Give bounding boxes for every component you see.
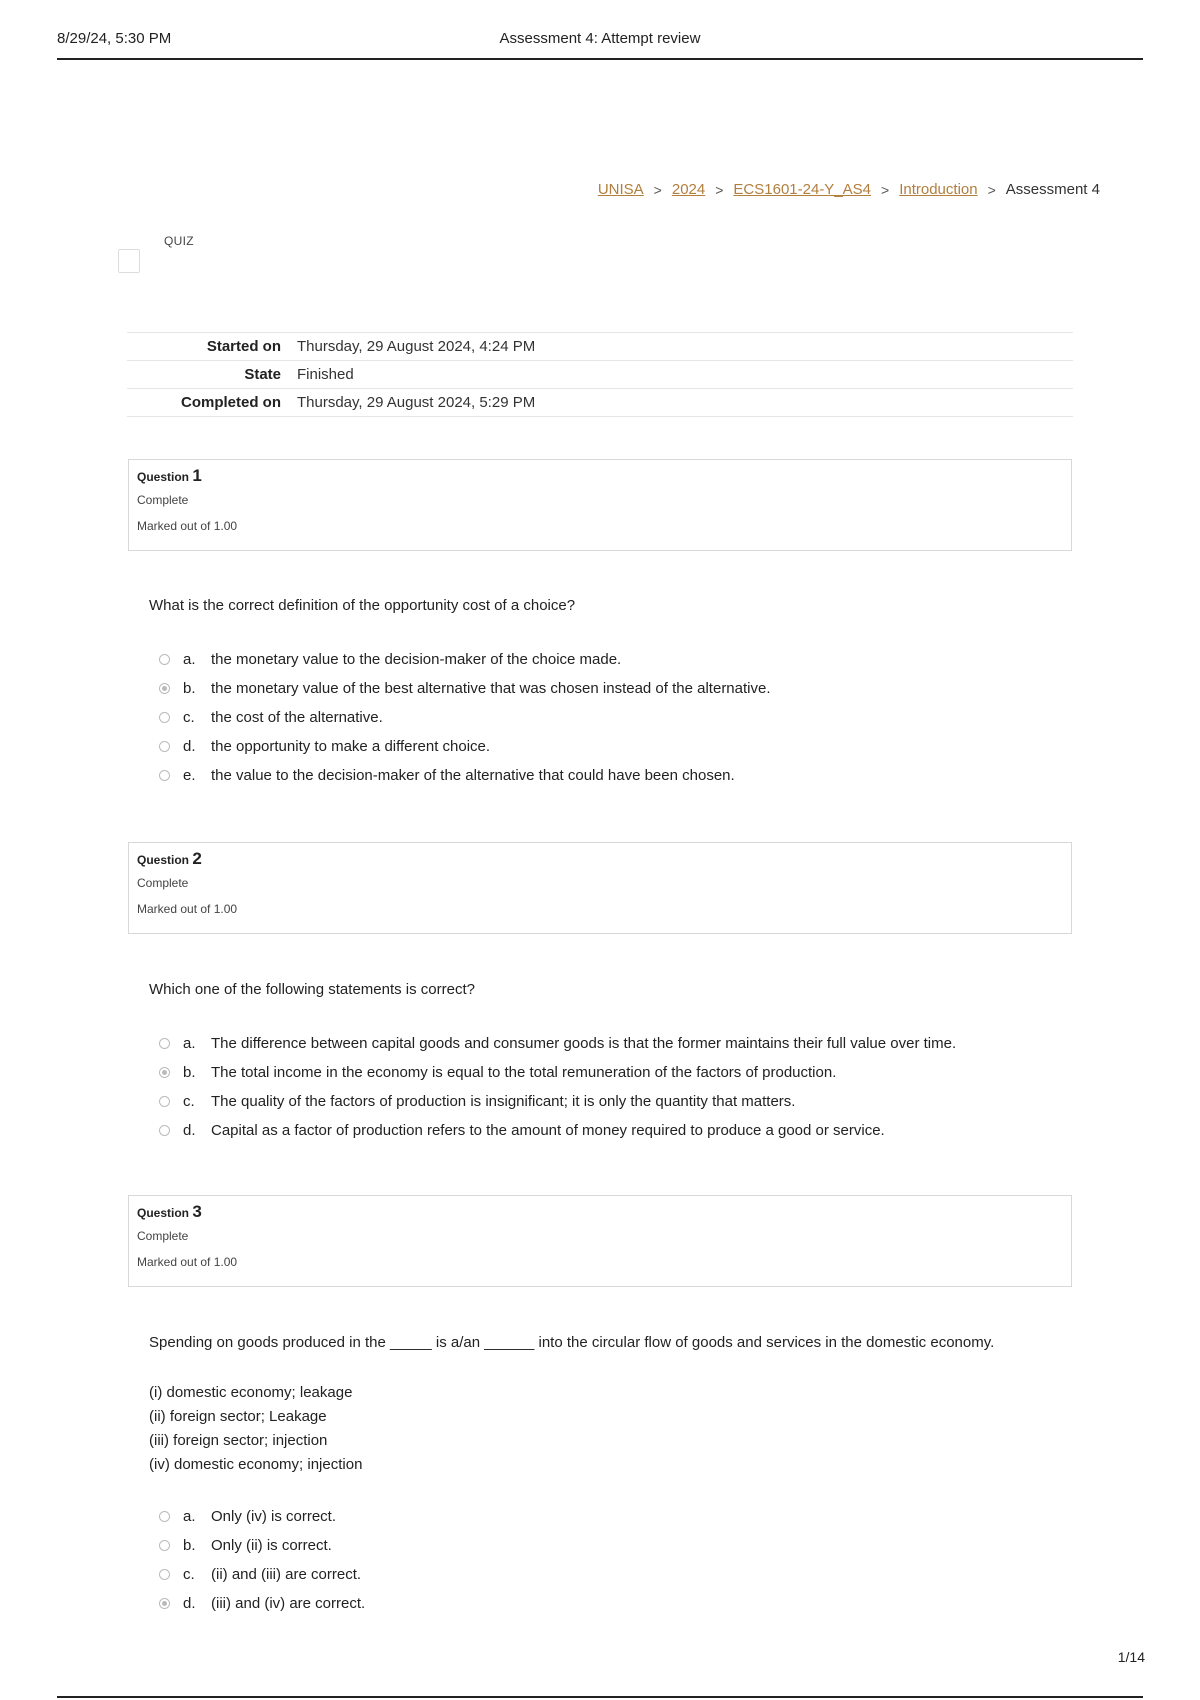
answer-option[interactable]: [159, 1589, 365, 1618]
option-letter: a.: [183, 1035, 196, 1052]
option-letter: d.: [183, 1595, 196, 1612]
print-title: Assessment 4: Attempt review: [499, 30, 701, 47]
radio-button[interactable]: [159, 1038, 170, 1049]
radio-button[interactable]: [159, 1511, 170, 1522]
summary-value: Thursday, 29 August 2024, 4:24 PM: [297, 338, 536, 355]
breadcrumb-link-course[interactable]: ECS1601-24-Y_AS4: [733, 181, 872, 198]
option-letter: b.: [183, 680, 196, 697]
question-num: 1: [192, 466, 202, 485]
radio-button[interactable]: [159, 770, 170, 781]
answer-options-1: [159, 645, 771, 790]
summary-label: Started on: [206, 338, 281, 355]
option-letter: c.: [183, 1093, 195, 1110]
chevron-right-icon: >: [715, 181, 724, 198]
breadcrumb-link-section[interactable]: Introduction: [899, 181, 978, 198]
question-info-1: [128, 459, 1072, 551]
option-text: the opportunity to make a different choice.: [211, 738, 491, 755]
option-text: Only (iv) is correct.: [211, 1508, 337, 1525]
breadcrumb-link-unisa[interactable]: UNISA: [597, 181, 644, 198]
option-text: the cost of the alternative.: [211, 709, 383, 726]
option-letter: a.: [183, 1508, 196, 1525]
option-letter: d.: [183, 738, 196, 755]
option-letter: e.: [183, 767, 196, 784]
option-letter: c.: [183, 1566, 195, 1583]
answer-option[interactable]: [159, 1531, 365, 1560]
question-num: 3: [192, 1202, 202, 1221]
breadcrumb-current: Assessment 4: [1005, 181, 1100, 198]
answer-option[interactable]: [159, 732, 771, 761]
radio-button[interactable]: [159, 741, 170, 752]
question-text-2: Which one of the following statements is correct?: [149, 981, 475, 998]
question-marks: Marked out of 1.00: [137, 902, 238, 916]
footer-divider: [57, 1696, 1143, 1698]
radio-button[interactable]: [159, 1125, 170, 1136]
option-letter: a.: [183, 651, 196, 668]
option-text: The quality of the factors of production is insignificant; it is only the quantity that matters.: [211, 1093, 796, 1110]
statement-item: (iii) foreign sector; injection: [149, 1432, 328, 1449]
print-header: [57, 28, 1143, 60]
statement-item: (i) domestic economy; leakage: [149, 1384, 353, 1401]
option-text: the value to the decision-maker of the alternative that could have been chosen.: [211, 767, 735, 784]
radio-button-selected[interactable]: [159, 1067, 170, 1078]
radio-button[interactable]: [159, 1096, 170, 1107]
question-number: [137, 466, 1063, 488]
question-text-1: What is the correct definition of the opportunity cost of a choice?: [149, 597, 576, 614]
answer-options-3: [159, 1502, 365, 1618]
radio-button[interactable]: [159, 1540, 170, 1551]
answer-option[interactable]: [159, 1502, 365, 1531]
radio-button-selected[interactable]: [159, 1598, 170, 1609]
option-text: Only (ii) is correct.: [211, 1537, 332, 1554]
question-number: [137, 1202, 1063, 1224]
radio-button[interactable]: [159, 712, 170, 723]
attempt-summary: [127, 332, 1073, 417]
summary-label: State: [244, 366, 281, 383]
radio-button[interactable]: [159, 654, 170, 665]
print-date: 8/29/24, 5:30 PM: [57, 30, 172, 47]
page-number: 1/14: [1117, 1649, 1145, 1665]
question-state: Complete: [137, 493, 189, 507]
question-info-3: [128, 1195, 1072, 1287]
summary-row-state: [127, 361, 1073, 389]
question-label: Question: [137, 470, 190, 484]
question-info-2: [128, 842, 1072, 934]
option-text: Capital as a factor of production refers to the amount of money required to produce a good or service.: [211, 1122, 885, 1139]
answer-option[interactable]: [159, 1116, 956, 1145]
answer-option[interactable]: [159, 703, 771, 732]
question-label: Question: [137, 853, 190, 867]
option-text: The difference between capital goods and consumer goods is that the former maintains their full value over time.: [211, 1035, 957, 1052]
chevron-right-icon: >: [653, 181, 662, 198]
option-text: (iii) and (iv) are correct.: [211, 1595, 366, 1612]
question-marks: Marked out of 1.00: [137, 1255, 238, 1269]
quiz-label: QUIZ: [164, 234, 194, 248]
summary-value: Finished: [297, 366, 354, 383]
quiz-icon: [118, 249, 140, 273]
option-text: (ii) and (iii) are correct.: [211, 1566, 362, 1583]
breadcrumb: [598, 181, 1100, 198]
question-marks: Marked out of 1.00: [137, 519, 238, 533]
answer-option[interactable]: [159, 645, 771, 674]
question-statements-3: [149, 1381, 362, 1477]
answer-option[interactable]: [159, 761, 771, 790]
option-text: the monetary value to the decision-maker of the choice made.: [211, 651, 622, 668]
option-letter: b.: [183, 1064, 196, 1081]
question-state: Complete: [137, 1229, 189, 1243]
question-label: Question: [137, 1206, 190, 1220]
answer-option[interactable]: [159, 1560, 365, 1589]
question-text-3: Spending on goods produced in the _____ is a/an ______ into the circular flow of goods and services in the domestic economy.: [149, 1334, 995, 1351]
chevron-right-icon: >: [881, 181, 890, 198]
radio-button-selected[interactable]: [159, 683, 170, 694]
summary-value: Thursday, 29 August 2024, 5:29 PM: [297, 394, 536, 411]
statement-item: (ii) foreign sector; Leakage: [149, 1408, 327, 1425]
option-letter: d.: [183, 1122, 196, 1139]
option-text: the monetary value of the best alternative that was chosen instead of the alternative.: [211, 680, 771, 697]
answer-option[interactable]: [159, 1029, 956, 1058]
summary-row-started: [127, 333, 1073, 361]
option-letter: b.: [183, 1537, 196, 1554]
question-state: Complete: [137, 876, 189, 890]
statement-item: (iv) domestic economy; injection: [149, 1456, 363, 1473]
answer-option[interactable]: [159, 1087, 956, 1116]
option-letter: c.: [183, 709, 195, 726]
answer-options-2: [159, 1029, 956, 1145]
answer-option[interactable]: [159, 1058, 956, 1087]
question-number: [137, 849, 1063, 871]
chevron-right-icon: >: [987, 181, 996, 198]
summary-row-completed: [127, 389, 1073, 417]
answer-option[interactable]: [159, 674, 771, 703]
option-text: The total income in the economy is equal to the total remuneration of the factors of production.: [211, 1064, 837, 1081]
question-num: 2: [192, 849, 202, 868]
radio-button[interactable]: [159, 1569, 170, 1580]
summary-label: Completed on: [181, 394, 281, 411]
breadcrumb-link-year[interactable]: 2024: [671, 181, 706, 198]
